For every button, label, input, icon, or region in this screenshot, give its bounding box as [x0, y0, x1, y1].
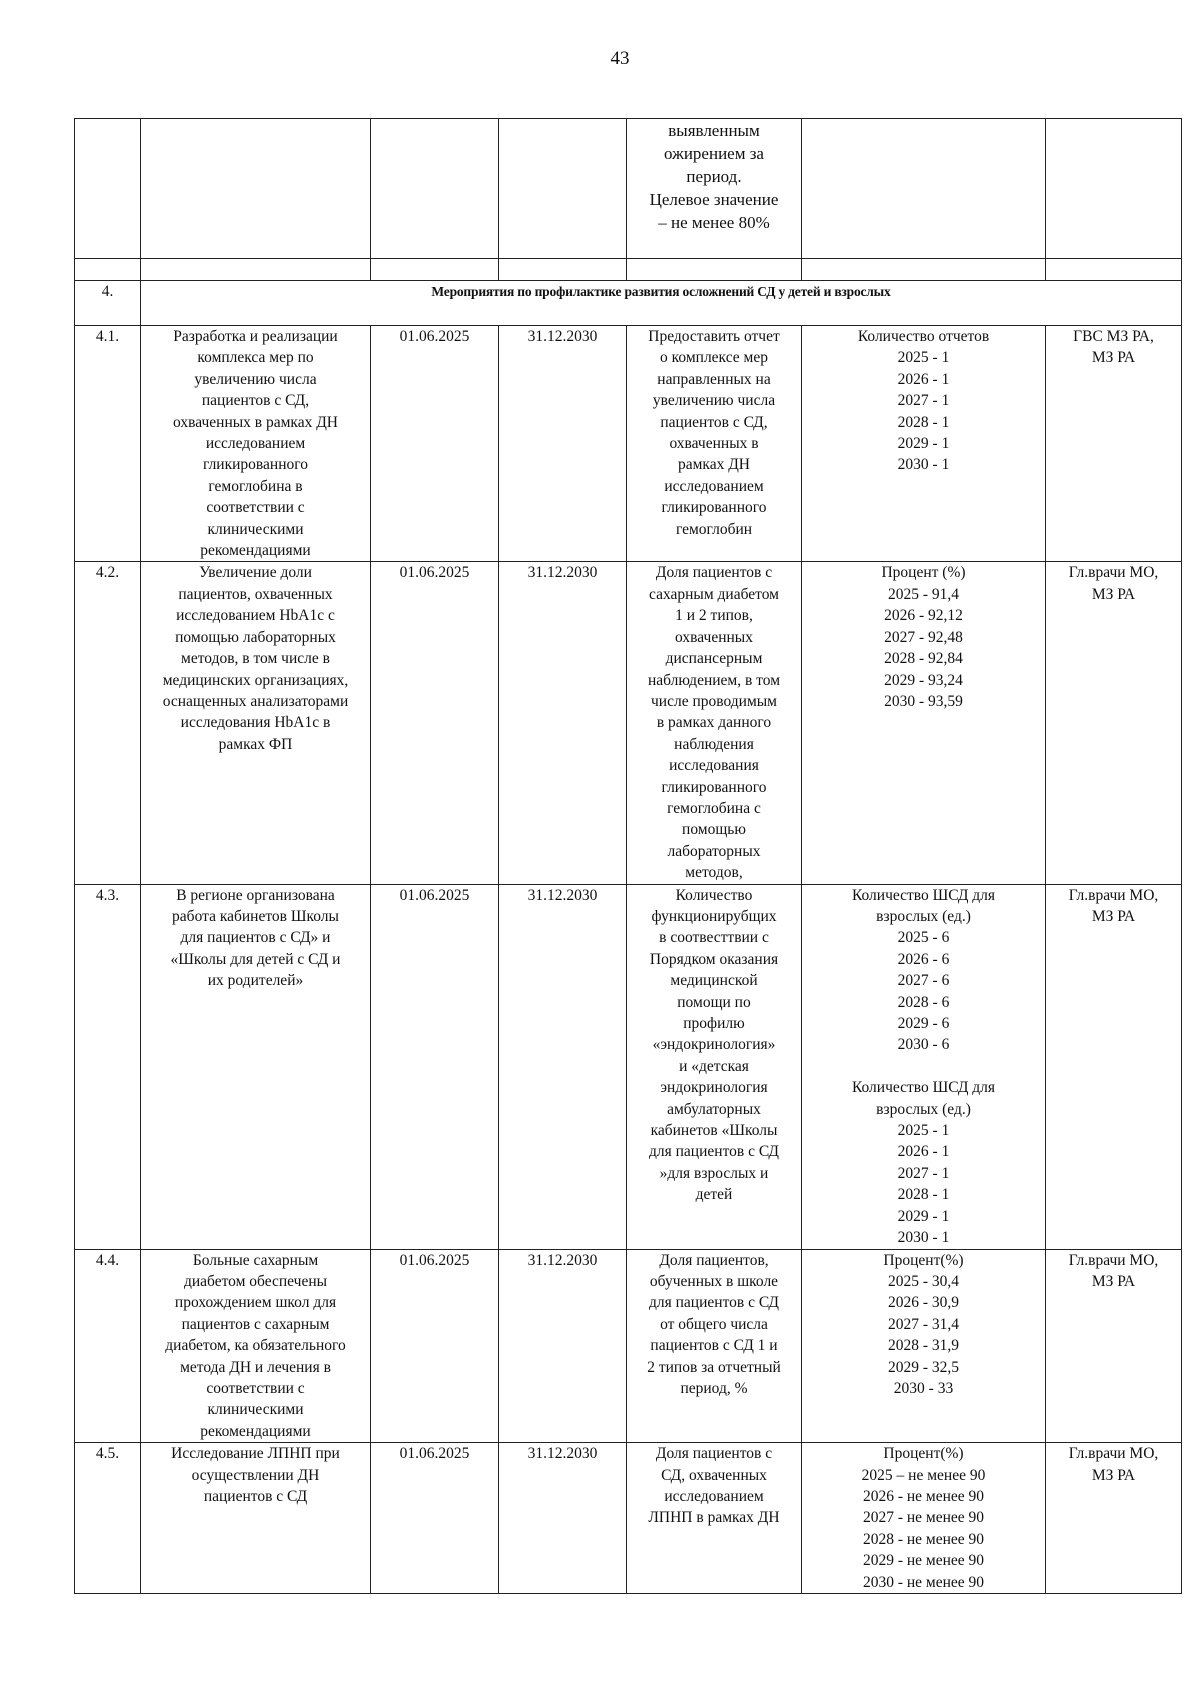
responsible-cell: Гл.врачи МО, МЗ РА [1046, 562, 1182, 884]
start-date-cell: 01.06.2025 [371, 562, 499, 884]
cell-empty [802, 259, 1046, 281]
start-date-cell: 01.06.2025 [371, 1249, 499, 1443]
activity-cell: Исследование ЛПНП при осуществлении ДН пациентов с СД [141, 1443, 371, 1594]
cell-empty [371, 259, 499, 281]
cell-empty [499, 119, 627, 259]
section-title: Мероприятия по профилактике развития осложнений СД у детей и взрослых [141, 281, 1182, 326]
section-header-row [75, 281, 1182, 326]
end-date-cell: 31.12.2030 [499, 1249, 627, 1443]
indicator-cell: Количество ШСД для взрослых (ед.) 2025 - 6 2026 - 6 2027 - 6 2028 - 6 2029 - 6 2030 - 6 Количество ШСД для взрослых (ед.) 2025 - 1 2026 - 1 2027 - 1 2028 - 1 2029 - 1 2030 - 1 [802, 884, 1046, 1249]
continued-row [75, 119, 1182, 259]
cell-empty [141, 259, 371, 281]
end-date-cell: 31.12.2030 [499, 884, 627, 1249]
cell-empty [1046, 259, 1182, 281]
result-cell: Доля пациентов с СД, охваченных исследованием ЛПНП в рамках ДН [627, 1443, 802, 1594]
cell-empty [75, 119, 141, 259]
responsible-cell: Гл.врачи МО, МЗ РА [1046, 884, 1182, 1249]
section-number: 4. [75, 281, 141, 326]
indicator-cell: Процент (%) 2025 - 91,4 2026 - 92,12 2027 - 92,48 2028 - 92,84 2029 - 93,24 2030 - 93,59 [802, 562, 1046, 884]
row-number: 4.1. [75, 326, 141, 562]
responsible-cell: Гл.врачи МО, МЗ РА [1046, 1443, 1182, 1594]
result-cell: Количество функционирубщих в соотвесттвии с Порядком оказания медицинской помощи по профилю «эндокринология» и «детская эндокринология амбулаторных кабинетов «Школы для пациентов с СД »для взрослых и детей [627, 884, 802, 1249]
start-date-cell: 01.06.2025 [371, 884, 499, 1249]
indicator-cell: Процент(%) 2025 – не менее 90 2026 - не менее 90 2027 - не менее 90 2028 - не менее 90 2029 - не менее 90 2030 - не менее 90 [802, 1443, 1046, 1594]
end-date-cell: 31.12.2030 [499, 1443, 627, 1594]
continued-result-cell: выявленным ожирением за период. Целевое значение – не менее 80% [627, 119, 802, 259]
row-number: 4.5. [75, 1443, 141, 1594]
page-number: 43 [610, 48, 630, 69]
result-cell: Предоставить отчет о комплексе мер направленных на увеличению числа пациентов с СД, охваченных в рамках ДН исследованием гликированного гемоглобин [627, 326, 802, 562]
start-date-cell: 01.06.2025 [371, 1443, 499, 1594]
cell-empty [1046, 119, 1182, 259]
row-number: 4.2. [75, 562, 141, 884]
table-row [75, 1443, 1182, 1594]
indicator-cell: Количество отчетов 2025 - 1 2026 - 1 2027 - 1 2028 - 1 2029 - 1 2030 - 1 [802, 326, 1046, 562]
spacer-row [75, 259, 1182, 281]
cell-empty [371, 119, 499, 259]
activity-cell: Больные сахарным диабетом обеспечены прохождением школ для пациентов с сахарным диабетом, ка обязательного метода ДН и лечения в соответствии с клиническими рекомендациями [141, 1249, 371, 1443]
responsible-cell: Гл.врачи МО, МЗ РА [1046, 1249, 1182, 1443]
table-row [75, 884, 1182, 1249]
cell-empty [627, 259, 802, 281]
table-row [75, 1249, 1182, 1443]
end-date-cell: 31.12.2030 [499, 562, 627, 884]
activity-cell: Разработка и реализации комплекса мер по увеличению числа пациентов с СД, охваченных в рамках ДН исследованием гликированного гемоглобина в соответствии с клиническими рекомендациями [141, 326, 371, 562]
row-number: 4.4. [75, 1249, 141, 1443]
cell-empty [802, 119, 1046, 259]
cell-empty [141, 119, 371, 259]
responsible-cell: ГВС МЗ РА, МЗ РА [1046, 326, 1182, 562]
activity-cell: Увеличение доли пациентов, охваченных исследованием HbA1c с помощью лабораторных методов, в том числе в медицинских организациях, оснащенных анализаторами исследования HbA1c в рамках ФП [141, 562, 371, 884]
row-number: 4.3. [75, 884, 141, 1249]
cell-empty [75, 259, 141, 281]
end-date-cell: 31.12.2030 [499, 326, 627, 562]
result-cell: Доля пациентов, обученных в школе для пациентов с СД от общего числа пациентов с СД 1 и 2 типов за отчетный период, % [627, 1249, 802, 1443]
result-cell: Доля пациентов с сахарным диабетом 1 и 2 типов, охваченных диспансерным наблюдением, в том числе проводимым в рамках данного наблюдения исследования гликированного гемоглобина с помощью лабораторных методов, [627, 562, 802, 884]
table-row [75, 562, 1182, 884]
activities-table [74, 118, 1182, 1594]
indicator-cell: Процент(%) 2025 - 30,4 2026 - 30,9 2027 - 31,4 2028 - 31,9 2029 - 32,5 2030 - 33 [802, 1249, 1046, 1443]
start-date-cell: 01.06.2025 [371, 326, 499, 562]
activity-cell: В регионе организована работа кабинетов Школы для пациентов с СД» и «Школы для детей с СД и их родителей» [141, 884, 371, 1249]
table-row [75, 326, 1182, 562]
cell-empty [499, 259, 627, 281]
